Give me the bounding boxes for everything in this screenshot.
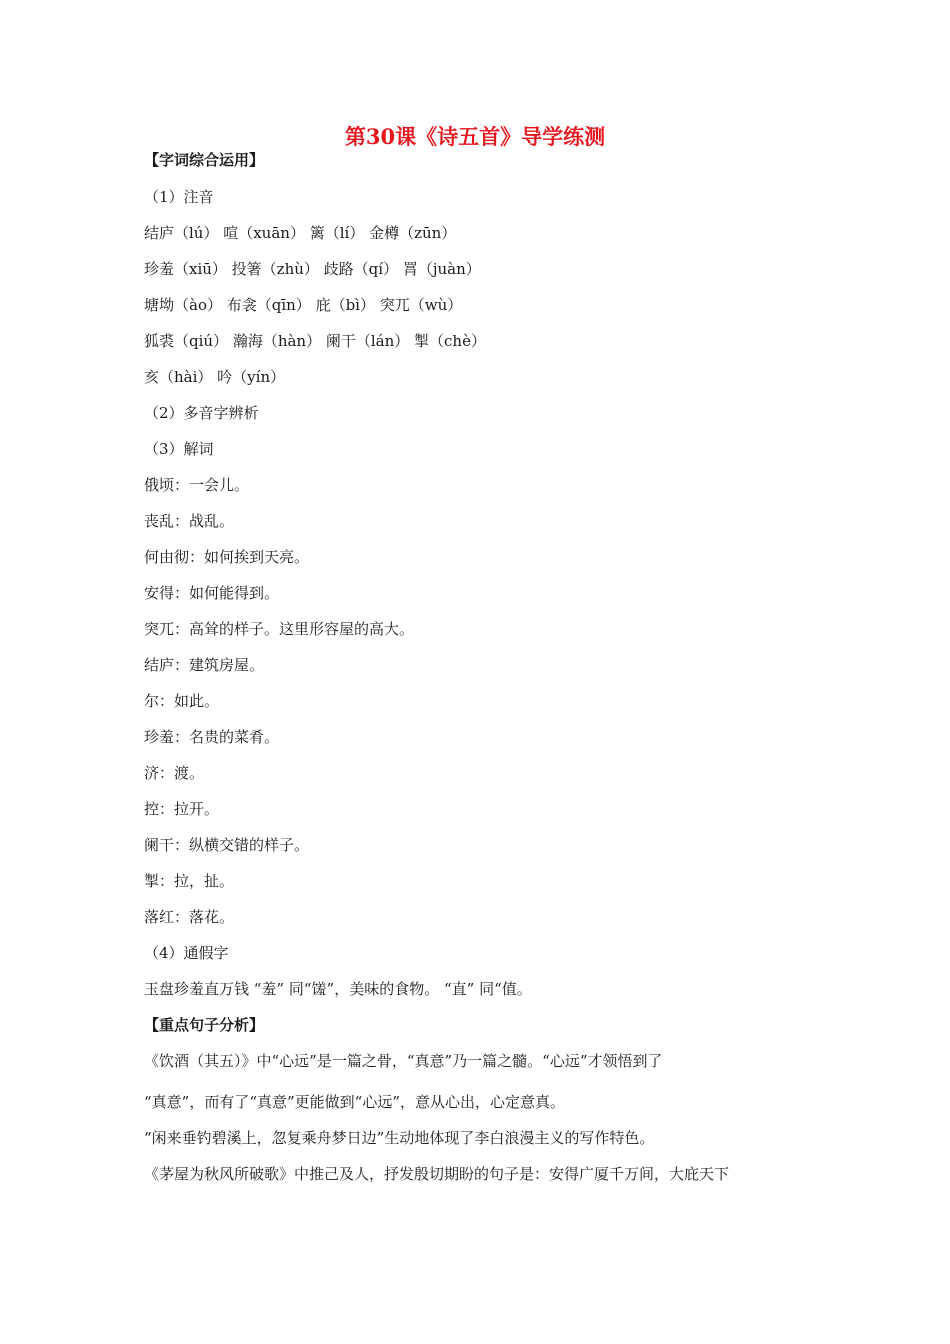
analysis-line: 《茅屋为秋风所破歌》中推己及人，抒发殷切期盼的句子是：安得广厦千万间，大庇天下 [144, 1165, 730, 1183]
subheading-loan-characters: （4）通假字 [144, 944, 229, 962]
analysis-line: “闲来垂钓碧溪上，忽复乘舟梦日边”生动地体现了李白浪漫主义的写作特色。 [144, 1129, 655, 1147]
section-heading-key-sentences: 【重点句子分析】 [144, 1016, 265, 1034]
definition-line: 突兀：高耸的样子。这里形容屋的高大。 [144, 620, 415, 638]
subheading-polyphones: （2）多音字辨析 [144, 404, 259, 422]
definition-line: 落红：落花。 [144, 908, 235, 926]
definition-line: 济：渡。 [144, 764, 205, 782]
definition-line: 俄顷：一会儿。 [144, 476, 250, 494]
analysis-line: 《饮酒（其五）》中“心远”是一篇之骨，“真意”乃一篇之髓。“心远”才领悟到了 [144, 1052, 663, 1070]
definition-line: 丧乱：战乱。 [144, 512, 235, 530]
definition-line: 尔：如此。 [144, 692, 220, 710]
definition-line: 珍羞：名贵的菜肴。 [144, 728, 280, 746]
definition-line: 掣：拉，扯。 [144, 872, 235, 890]
pinyin-line: 珍羞（xiū） 投箸（zhù） 歧路（qí） 罥（juàn） [144, 260, 481, 278]
definition-line: 安得：如何能得到。 [144, 584, 280, 602]
document-title: 第30课《诗五首》导学练测 [344, 124, 606, 149]
pinyin-line: 塘坳（ào） 布衾（qīn） 庇（bì） 突兀（wù） [144, 296, 463, 314]
definition-line: 何由彻：如何挨到天亮。 [144, 548, 310, 566]
section-heading-vocabulary: 【字词综合运用】 [144, 151, 265, 169]
definition-line: 控：拉开。 [144, 800, 220, 818]
pinyin-line: 结庐（lú） 喧（xuān） 篱（lí） 金樽（zūn） [144, 224, 457, 242]
subheading-definitions: （3）解词 [144, 440, 214, 458]
pinyin-line: 狐裘（qiú） 瀚海（hàn） 阑干（lán） 掣（chè） [144, 332, 486, 350]
analysis-line: “真意”，而有了“真意”更能做到“心远”，意从心出，心定意真。 [144, 1093, 566, 1111]
pinyin-line: 亥（hài） 吟（yín） [144, 368, 286, 386]
definition-line: 结庐：建筑房屋。 [144, 656, 265, 674]
loan-character-line: 玉盘珍羞直万钱 “羞” 同“馐”，美味的食物。 “直” 同“值。 [144, 980, 532, 998]
subheading-pronunciation: （1）注音 [144, 188, 214, 206]
definition-line: 阑干：纵横交错的样子。 [144, 836, 310, 854]
